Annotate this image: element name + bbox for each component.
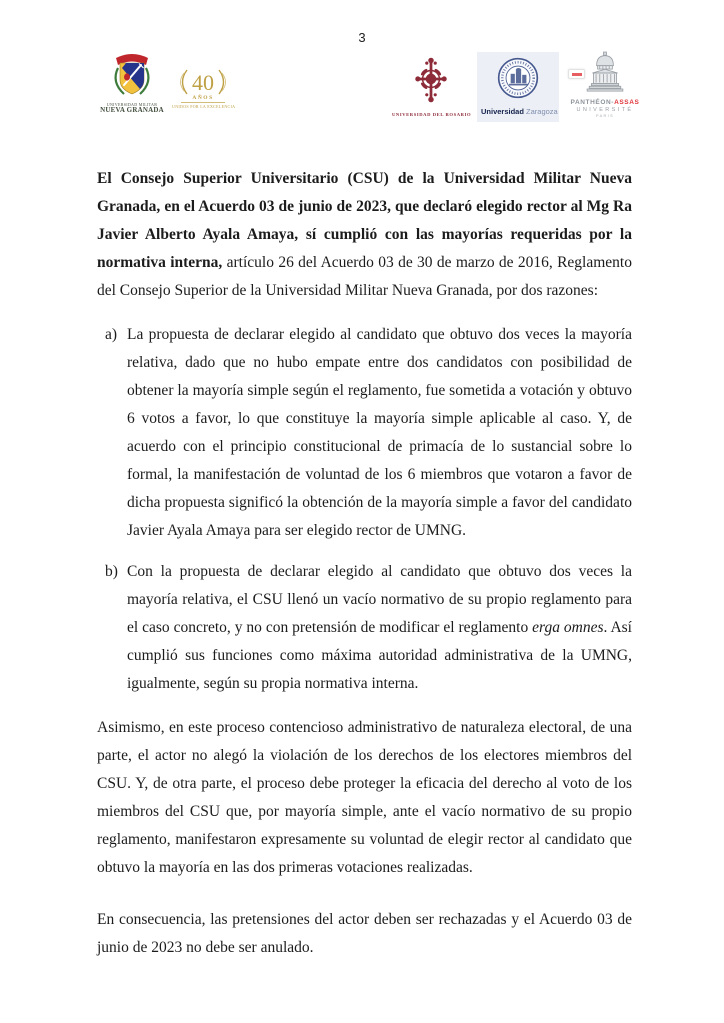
zaragoza-caption — [481, 107, 558, 116]
list-item-a-text: La propuesta de declarar elegido al candidato que obtuvo dos veces la mayoría relativa, dado que no hubo empate entre dos candidatos con posibilidad de obtener la mayoría simple según el reglamento, fue sometida a votación y obtuvo 6 votos a favor, lo que constituye la mayoría simple aplicable al caso. Y, de acuerdo con el principio constitucional de primacía de lo sustancial sobre lo formal, la manifestación de voluntad de los 6 miembros que votaron a favor de dicha propuesta significó la obtención de la mayoría simple a favor del candidato Javier Ayala Amaya para ser elegido rector de UMNG. — [127, 326, 632, 539]
anniversary-40-logo — [172, 67, 234, 109]
list-marker-b: b) — [105, 563, 118, 580]
assas-name — [566, 99, 644, 106]
rosario-logo — [392, 55, 470, 117]
document-body — [97, 165, 632, 962]
anniversary-divider — [181, 102, 225, 103]
assas-name-gray: PANTHÉON- — [570, 99, 615, 106]
list-marker-a: a) — [105, 326, 118, 343]
assas-year-badge-icon — [568, 69, 585, 79]
umng-caption-line2: NUEVA GRANADA — [100, 106, 164, 115]
rosario-caption: UNIVERSIDAD DEL ROSARIO — [392, 112, 472, 117]
umng-caption-line1: UNIVERSIDAD MILITAR — [106, 102, 158, 107]
reasons-list — [97, 321, 632, 698]
anniversary-tagline: UNIDOS POR LA EXCELENCIA — [172, 103, 236, 109]
umng-shield-icon — [109, 84, 155, 101]
list-item-a — [97, 321, 632, 545]
zaragoza-caption-light: Zaragoza — [526, 107, 558, 116]
anniversary-40-icon — [172, 67, 234, 97]
list-item-b — [97, 558, 632, 698]
zaragoza-logo — [477, 52, 559, 122]
conclusion-paragraph: En consecuencia, las pretensiones del actor deben ser rechazadas y el Acuerdo 03 de junio de 2023 no debe ser anulado. — [97, 911, 632, 956]
list-item-b-text: Con la propuesta de declarar elegido al candidato que obtuvo dos veces la mayoría relativa, el CSU llenó un vacío normativo de su propio reglamento para el caso concreto, y no con pretensión de modificar el reglamento erga omnes. Así cumplió sus funciones como máxima autoridad administrativa de la UMNG, igualmente, según su propia normativa interna. — [127, 563, 632, 692]
umng-logo-caption — [97, 103, 167, 115]
latin-phrase: erga omnes — [532, 619, 604, 636]
page-header — [0, 51, 724, 129]
analysis-paragraph: Asimismo, en este proceso contencioso administrativo de naturaleza electoral, de una parte, el actor no alegó la violación de los derechos de los electores miembros del CSU. Y, de otra parte, el proceso debe proteger la eficacia del derecho al voto de los miembros del CSU que, por mayoría simple, ante el vacío normativo de su propio reglamento, manifestaron expresamente su voluntad de elegir rector al candidato que obtuvo la mayoría en las dos primeras votaciones realizadas. — [97, 719, 632, 876]
assas-paris-label: PARIS — [595, 114, 615, 118]
header-logos-left — [97, 51, 234, 115]
zaragoza-seal-icon — [497, 86, 539, 103]
lead-paragraph-bold: El Consejo Superior Universitario (CSU) de la Universidad Militar Nueva Granada, en el Acuerdo 03 de junio de 2023, que declaró elegido rector al Mg Ra Javier Alberto Ayala Amaya, sí cumplió con las mayorías requeridas por la normativa interna, — [97, 170, 632, 271]
lead-paragraph-regular: artículo 26 del Acuerdo 03 de 30 de marzo de 2016, Reglamento del Consejo Superior de la Universidad Militar Nueva Granada, por dos razones: — [97, 254, 632, 299]
assas-universite-label: UNIVERSITÉ — [576, 107, 634, 113]
umng-logo — [97, 51, 167, 115]
anniversary-anos-label: AÑOS — [192, 95, 214, 102]
lead-paragraph — [97, 165, 632, 305]
assas-name-red: ASSAS — [614, 99, 640, 106]
zaragoza-caption-bold: Universidad — [481, 107, 524, 116]
assas-logo — [566, 51, 644, 118]
svg-text:40: 40 — [192, 70, 214, 96]
rosario-emblem-icon — [412, 92, 450, 109]
pantheon-building-icon — [586, 80, 624, 97]
page-number: 3 — [358, 30, 366, 45]
header-logos-right — [392, 51, 644, 122]
